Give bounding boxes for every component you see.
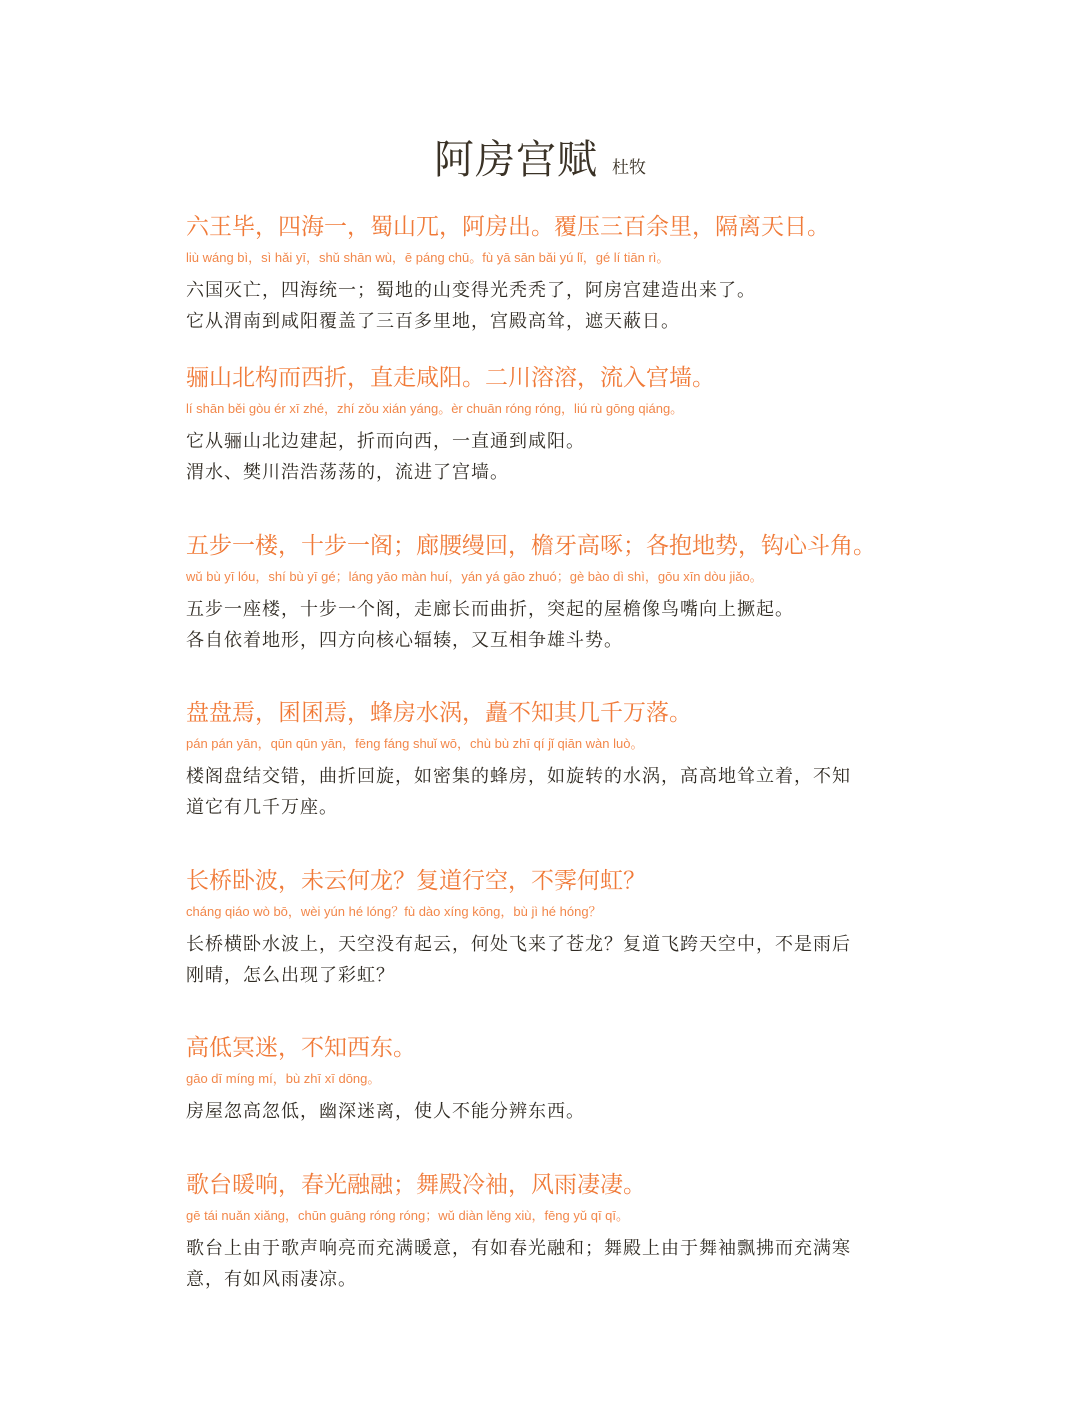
translation-line: 各自依着地形，四方向核心辐辏，又互相争雄斗势。 bbox=[186, 630, 623, 651]
translation-line: 房屋忽高忽低，幽深迷离，使人不能分辨东西。 bbox=[186, 1101, 585, 1122]
verse-line: 五步一楼，十步一阁；廊腰缦回，檐牙高啄；各抱地势，钩心斗角。 bbox=[186, 533, 876, 559]
translation bbox=[186, 1096, 906, 1127]
verse-line: 盘盘焉，囷囷焉，蜂房水涡，矗不知其几千万落。 bbox=[186, 700, 692, 726]
translation-line: 楼阁盘结交错，曲折回旋，如密集的蜂房，如旋转的水涡，高高地耸立着，不知 bbox=[186, 766, 851, 787]
pinyin-line: lí shān běi gòu ér xī zhé，zhí zǒu xián yáng。èr chuān róng róng，liú rù gōng qiáng。 bbox=[186, 401, 684, 416]
translation bbox=[186, 275, 906, 337]
translation-line: 长桥横卧水波上，天空没有起云，何处飞来了苍龙？复道飞跨天空中，不是雨后 bbox=[186, 934, 851, 955]
pinyin-line: gē tái nuǎn xiǎng，chūn guāng róng róng；wǔ diàn lěng xiù，fēng yǔ qī qī。 bbox=[186, 1208, 630, 1223]
verse-line: 长桥卧波，未云何龙？复道行空，不霁何虹？ bbox=[186, 868, 646, 894]
translation-line: 渭水、樊川浩浩荡荡的，流进了宫墙。 bbox=[186, 462, 509, 483]
translation-line: 道它有几千万座。 bbox=[186, 797, 338, 818]
pinyin-line: cháng qiáo wò bō，wèi yún hé lóng？fù dào xíng kōng，bù jì hé hóng？ bbox=[186, 904, 602, 919]
translation-line: 它从渭南到咸阳覆盖了三百多里地，宫殿高耸，遮天蔽日。 bbox=[186, 311, 680, 332]
pinyin-line: gāo dī míng mí，bù zhī xī dōng。 bbox=[186, 1071, 381, 1086]
section-3 bbox=[186, 529, 906, 656]
translation-line: 歌台上由于歌声响亮而充满暖意，有如春光融和；舞殿上由于舞袖飘拂而充满寒 bbox=[186, 1238, 851, 1259]
verse-line: 高低冥迷，不知西东。 bbox=[186, 1035, 416, 1061]
verse-line: 六王毕，四海一，蜀山兀，阿房出。覆压三百余里，隔离天日。 bbox=[186, 214, 830, 240]
section-6 bbox=[186, 1031, 906, 1127]
pinyin-line: pán pán yān，qūn qūn yān，fēng fáng shuǐ wō，chù bù zhī qí jǐ qiān wàn luò。 bbox=[186, 736, 644, 751]
translation bbox=[186, 929, 906, 991]
translation-line: 五步一座楼，十步一个阁，走廊长而曲折，突起的屋檐像鸟嘴向上撅起。 bbox=[186, 599, 794, 620]
translation-line: 它从骊山北边建起，折而向西，一直通到咸阳。 bbox=[186, 431, 585, 452]
section-2 bbox=[186, 361, 906, 488]
translation bbox=[186, 1233, 906, 1295]
translation-line: 六国灭亡，四海统一；蜀地的山变得光秃秃了，阿房宫建造出来了。 bbox=[186, 280, 756, 301]
pinyin-line: wǔ bù yī lóu，shí bù yī gé；láng yāo màn huí，yán yá gāo zhuó；gè bào dì shì，gōu xīn dòu jiǎo。 bbox=[186, 569, 763, 584]
section-5 bbox=[186, 864, 906, 991]
section-4 bbox=[186, 696, 906, 823]
verse-line: 骊山北构而西折，直走咸阳。二川溶溶，流入宫墙。 bbox=[186, 365, 715, 391]
translation bbox=[186, 594, 906, 656]
verse-line: 歌台暖响，春光融融；舞殿冷袖，风雨凄凄。 bbox=[186, 1172, 646, 1198]
title-row bbox=[0, 128, 1080, 185]
author-name: 杜牧 bbox=[612, 158, 646, 178]
page-title: 阿房宫赋 bbox=[434, 137, 598, 183]
translation bbox=[186, 426, 906, 488]
translation bbox=[186, 761, 906, 823]
translation-line: 刚晴，怎么出现了彩虹？ bbox=[186, 965, 395, 986]
translation-line: 意，有如风雨凄凉。 bbox=[186, 1269, 357, 1290]
pinyin-line: liù wáng bì，sì hǎi yī，shǔ shān wù，ē páng chū。fù yā sān bǎi yú lǐ，gé lí tiān rì。 bbox=[186, 250, 670, 265]
section-1 bbox=[186, 210, 906, 337]
section-7 bbox=[186, 1168, 906, 1295]
